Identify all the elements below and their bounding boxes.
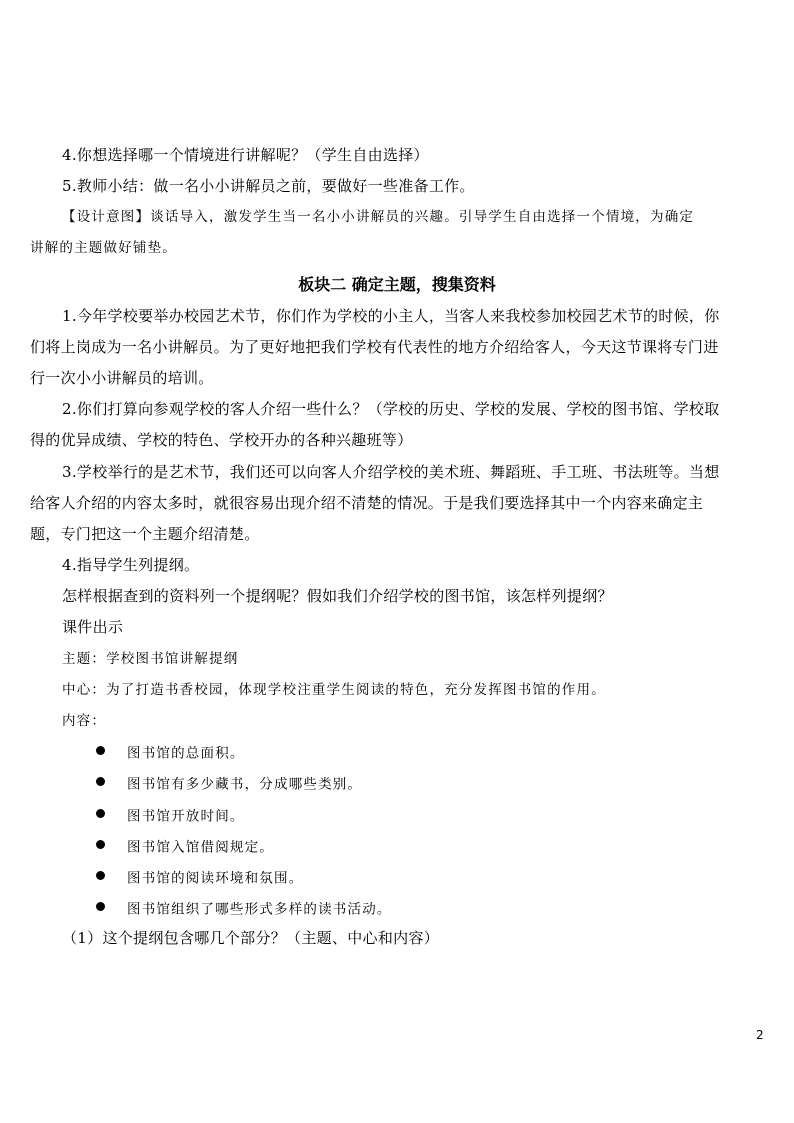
outline-topic: 主题：学校图书馆讲解提纲 [62,651,239,667]
list-item [96,741,245,761]
list-item-text: 图书馆的阅读环境和氛围。 [127,870,304,887]
list-item-text: 图书馆的总面积。 [127,745,245,762]
outline-center: 中心：为了打造书香校园，体现学校注重学生阅读的特色，充分发挥图书馆的作用。 [62,682,606,698]
list-item [96,804,245,824]
bullet-icon [96,746,105,755]
paragraph-line: 4.指导学生列提纲。 [62,556,200,574]
paragraph-line: 行一次小小讲解员的培训。 [30,369,214,387]
bullet-icon [96,809,105,818]
paragraph-line: 2.你们打算向参观学校的客人介绍一些什么？（学校的历史、学校的发展、学校的图书馆、学校取 [62,400,720,418]
outline-content-label: 内容： [62,713,107,729]
bullet-icon [96,840,105,849]
list-item-text: 图书馆入馆借阅规定。 [127,839,274,856]
text-line: 5.教师小结：做一名小小讲解员之前，要做好一些准备工作。 [62,177,475,195]
paragraph-line: 给客人介绍的内容太多时，就很容易出现介绍不清楚的情况。于是我们要选择其中一个内容来确定主 [30,494,704,512]
paragraph-line: 1.今年学校要举办校园艺术节，你们作为学校的小主人，当客人来我校参加校园艺术节的时候，你 [62,307,720,325]
paragraph-line: 怎样根据查到的资料列一个提纲呢？假如我们介绍学校的图书馆，该怎样列提纲？ [62,587,613,605]
bullet-icon [96,902,105,911]
page-number: 2 [756,1028,764,1042]
design-intent-line: 【设计意图】谈话导入，激发学生当一名小小讲解员的兴趣。引导学生自由选择一个情境，为确定 [62,209,695,225]
design-intent-line: 讲解的主题做好铺垫。 [30,240,177,256]
list-item-text: 图书馆开放时间。 [127,808,245,825]
question-line: （1）这个提纲包含哪几个部分？（主题、中心和内容） [62,929,440,947]
paragraph-line: 题，专门把这一个主题介绍清楚。 [30,525,260,543]
list-item [96,772,362,792]
text-line: 4.你想选择哪一个情境进行讲解呢？（学生自由选择） [62,146,429,164]
paragraph-line: 得的优异成绩、学校的特色、学校开办的各种兴趣班等） [30,431,413,449]
courseware-label: 课件出示 [62,618,124,636]
list-item-text: 图书馆组织了哪些形式多样的读书活动。 [127,901,392,918]
list-item-text: 图书馆有多少藏书，分成哪些类别。 [127,776,363,793]
paragraph-line: 们将上岗成为一名小讲解员。为了更好地把我们学校有代表性的地方介绍给客人，今天这节课将专门进 [30,338,719,356]
paragraph-line: 3.学校举行的是艺术节，我们还可以向客人介绍学校的美术班、舞蹈班、手工班、书法班等。当想 [62,463,720,481]
list-item [96,835,274,855]
list-item [96,897,392,917]
list-item [96,866,303,886]
bullet-icon [96,777,105,786]
bullet-icon [96,871,105,880]
section-title: 板块二 确定主题，搜集资料 [298,275,496,294]
